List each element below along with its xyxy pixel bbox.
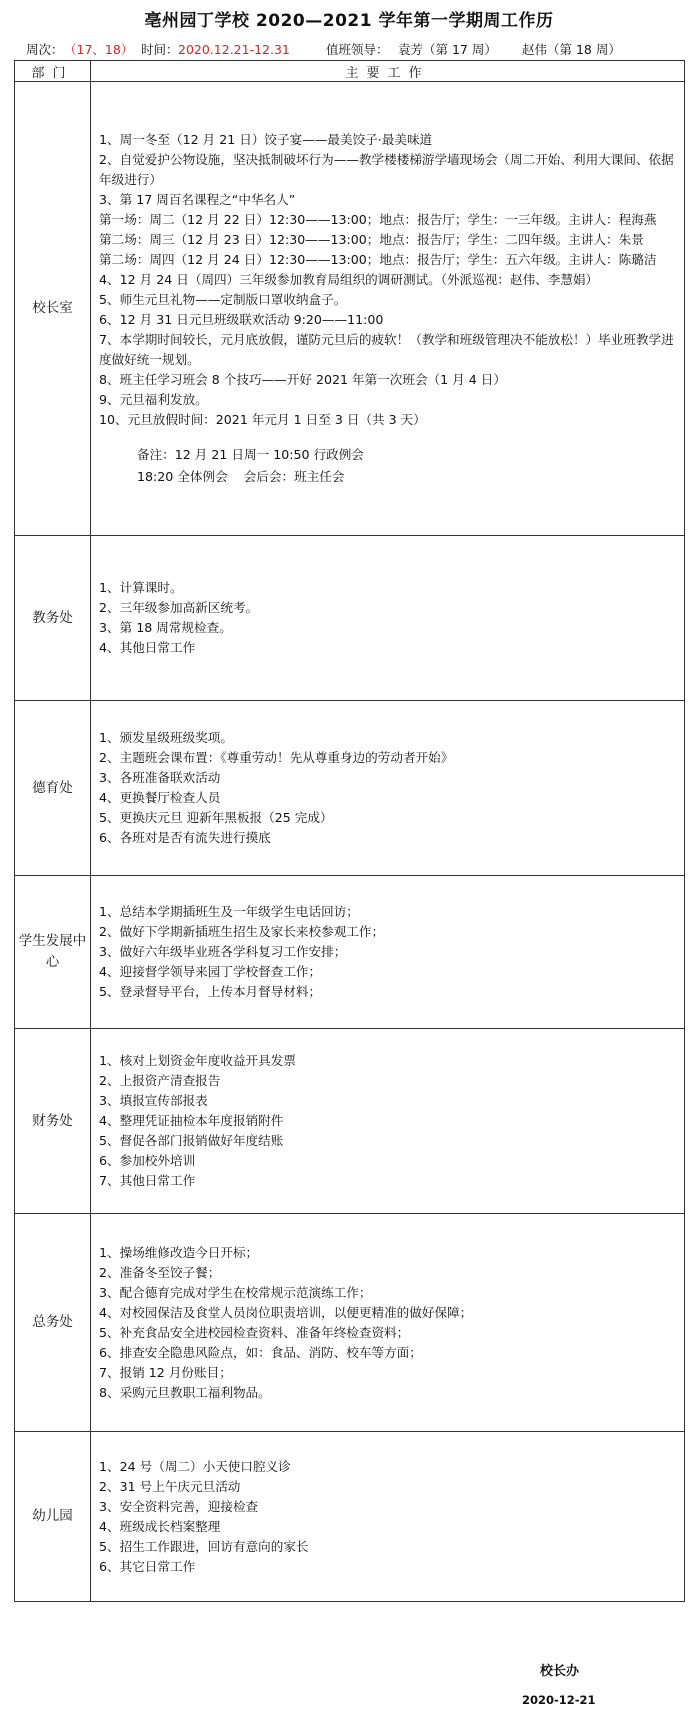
work-item: 3、做好六年级毕业班各学科复习工作安排； [99, 944, 347, 959]
section-row-kindergarten [15, 1432, 685, 1602]
work-content [91, 876, 685, 1029]
work-item: 第二场：周四（12 月 24 日）12:30——13:00；地点：报告厅；学生：五六年级。主讲人：陈璐洁 [99, 251, 657, 267]
section-row-finance [15, 1029, 685, 1214]
work-item: 6、参加校外培训 [99, 1153, 196, 1168]
work-item: 4、其他日常工作 [99, 640, 196, 655]
work-item: 1、周一冬至（12 月 21 日）饺子宴——最美饺子·最美味道 [99, 131, 433, 147]
work-list [99, 578, 676, 658]
work-item: 3、安全资料完善，迎接检查 [99, 1498, 259, 1514]
work-item: 4、整理凭证抽检本年度报销附件 [99, 1113, 284, 1128]
work-item: 4、更换餐厅检查人员 [99, 790, 221, 805]
work-item: 4、12 月 24 日（周四）三年级参加教育局组织的调研测试。（外派巡视：赵伟、李慧娟） [99, 271, 599, 287]
work-item: 5、招生工作跟进，回访有意向的家长 [99, 1538, 309, 1554]
work-item: 2、上报资产清查报告 [99, 1073, 221, 1088]
section-row-principal [15, 82, 685, 536]
work-item: 第二场：周三（12 月 23 日）12:30——13:00；地点：报告厅；学生：二四年级。主讲人：朱景 [99, 231, 644, 247]
work-content [91, 536, 685, 701]
work-item: 1、颁发星级班级奖项。 [99, 730, 233, 745]
work-item: 8、采购元旦教职工福利物品。 [99, 1384, 271, 1400]
dept-name: 财务处 [15, 1029, 91, 1214]
work-list [99, 130, 676, 430]
work-content [91, 82, 685, 536]
work-item: 7、其他日常工作 [99, 1173, 196, 1188]
work-item: 1、24 号（周二）小天使口腔义诊 [99, 1458, 291, 1474]
page-title: 亳州园丁学校 2020—2021 学年第一学期周工作历 [144, 11, 554, 31]
dept-name: 幼儿园 [15, 1432, 91, 1602]
work-item: 4、迎接督学领导来园丁学校督查工作； [99, 964, 322, 979]
work-list [99, 728, 676, 848]
work-item: 3、填报宣传部报表 [99, 1093, 208, 1108]
duty-leader-1: 袁芳（第 17 周） [398, 42, 497, 57]
section-row-moral [15, 701, 685, 876]
work-content [91, 701, 685, 876]
work-item: 2、自觉爱护公物设施，坚决抵制破坏行为——教学楼楼梯游学墙现场会（周二开始、利用大课间、依据年级进行） [99, 151, 674, 187]
dept-name: 德育处 [15, 701, 91, 876]
week-label: 周次： [26, 42, 64, 57]
work-item: 9、元旦福利发放。 [99, 391, 208, 407]
work-item: 5、登录督导平台，上传本月督导材料； [99, 984, 322, 999]
work-list [99, 1051, 676, 1191]
dept-name: 学生发展中心 [15, 876, 91, 1029]
work-item: 10、元旦放假时间：2021 年元月 1 日至 3 日（共 3 天） [99, 411, 426, 427]
work-calendar-table [14, 60, 685, 1602]
work-content [91, 1432, 685, 1602]
work-item: 3、配合德育完成对学生在校常规示范演练工作； [99, 1284, 372, 1300]
work-list [99, 1243, 676, 1403]
work-item: 1、核对上划资金年度收益开具发票 [99, 1053, 296, 1068]
header-dept: 部门 [15, 61, 91, 82]
week-value: （17、18） [64, 42, 134, 57]
work-item: 3、第 17 周百名课程之“中华名人” [99, 191, 296, 207]
work-item: 1、总结本学期插班生及一年级学生电话回访； [99, 904, 359, 919]
work-item: 5、师生元旦礼物——定制版口罩收纳盒子。 [99, 291, 347, 307]
work-item: 8、班主任学习班会 8 个技巧——开好 2021 年第一次班会（1 月 4 日） [99, 371, 506, 387]
work-content [91, 1214, 685, 1432]
duty-leader-2: 赵伟（第 18 周） [522, 42, 621, 57]
work-item: 2、31 号上午庆元旦活动 [99, 1478, 241, 1494]
work-item: 2、主题班会课布置：《尊重劳动！先从尊重身边的劳动者开始》 [99, 750, 454, 765]
work-item: 3、第 18 周常规检查。 [99, 620, 232, 635]
work-item: 1、操场维修改造今日开标； [99, 1244, 259, 1260]
info-line [26, 41, 686, 59]
section-row-student-dev [15, 876, 685, 1029]
sign-date: 2020-12-21 [522, 1693, 596, 1707]
header-work: 主要工作 [91, 61, 685, 82]
work-item: 5、更换庆元旦 迎新年黑板报（25 完成） [99, 810, 333, 825]
work-item: 6、其它日常工作 [99, 1558, 196, 1574]
work-item: 3、各班准备联欢活动 [99, 770, 221, 785]
time-value: 2020.12.21-12.31 [178, 42, 290, 57]
table-header-row [15, 61, 685, 82]
work-item: 6、排查安全隐患风险点，如：食品、消防、校车等方面； [99, 1344, 422, 1360]
work-content [91, 1029, 685, 1214]
work-item: 6、12 月 31 日元旦班级联欢活动 9:20——11:00 [99, 311, 384, 327]
section-row-general-affairs [15, 1214, 685, 1432]
work-item: 5、督促各部门报销做好年度结账 [99, 1133, 284, 1148]
dept-name: 教务处 [15, 536, 91, 701]
signer: 校长办 [540, 1664, 580, 1679]
work-item: 第一场：周二（12 月 22 日）12:30——13:00；地点：报告厅；学生：一三年级。主讲人：程海燕 [99, 211, 657, 227]
work-item: 2、三年级参加高新区统考。 [99, 600, 259, 615]
note-line: 备注：12 月 21 日周一 10:50 行政例会 [137, 446, 364, 462]
work-list [99, 902, 676, 1002]
work-item: 2、做好下学期新插班生招生及家长来校参观工作； [99, 924, 385, 939]
dept-name: 总务处 [15, 1214, 91, 1432]
work-item: 7、本学期时间较长，元月底放假，谨防元旦后的疲软！（教学和班级管理决不能放松！）毕业班教学进度做好统一规划。 [99, 331, 674, 367]
work-item: 4、对校园保洁及食堂人员岗位职责培训，以便更精准的做好保障； [99, 1304, 473, 1320]
work-item: 1、计算课时。 [99, 580, 183, 595]
duty-label: 值班领导： [326, 42, 389, 57]
note-line: 18:20 全体例会 会后会：班主任会 [137, 468, 345, 484]
work-item: 7、报销 12 月份账目； [99, 1364, 232, 1380]
work-item: 2、准备冬至饺子餐； [99, 1264, 221, 1280]
work-item: 6、各班对是否有流失进行摸底 [99, 830, 271, 845]
time-label: 时间： [141, 42, 179, 57]
work-item: 5、补充食品安全进校园检查资料、准备年终检查资料； [99, 1324, 410, 1340]
section-row-academic [15, 536, 685, 701]
work-item: 4、班级成长档案整理 [99, 1518, 221, 1534]
work-list [99, 1457, 676, 1577]
dept-name: 校长室 [15, 82, 91, 536]
